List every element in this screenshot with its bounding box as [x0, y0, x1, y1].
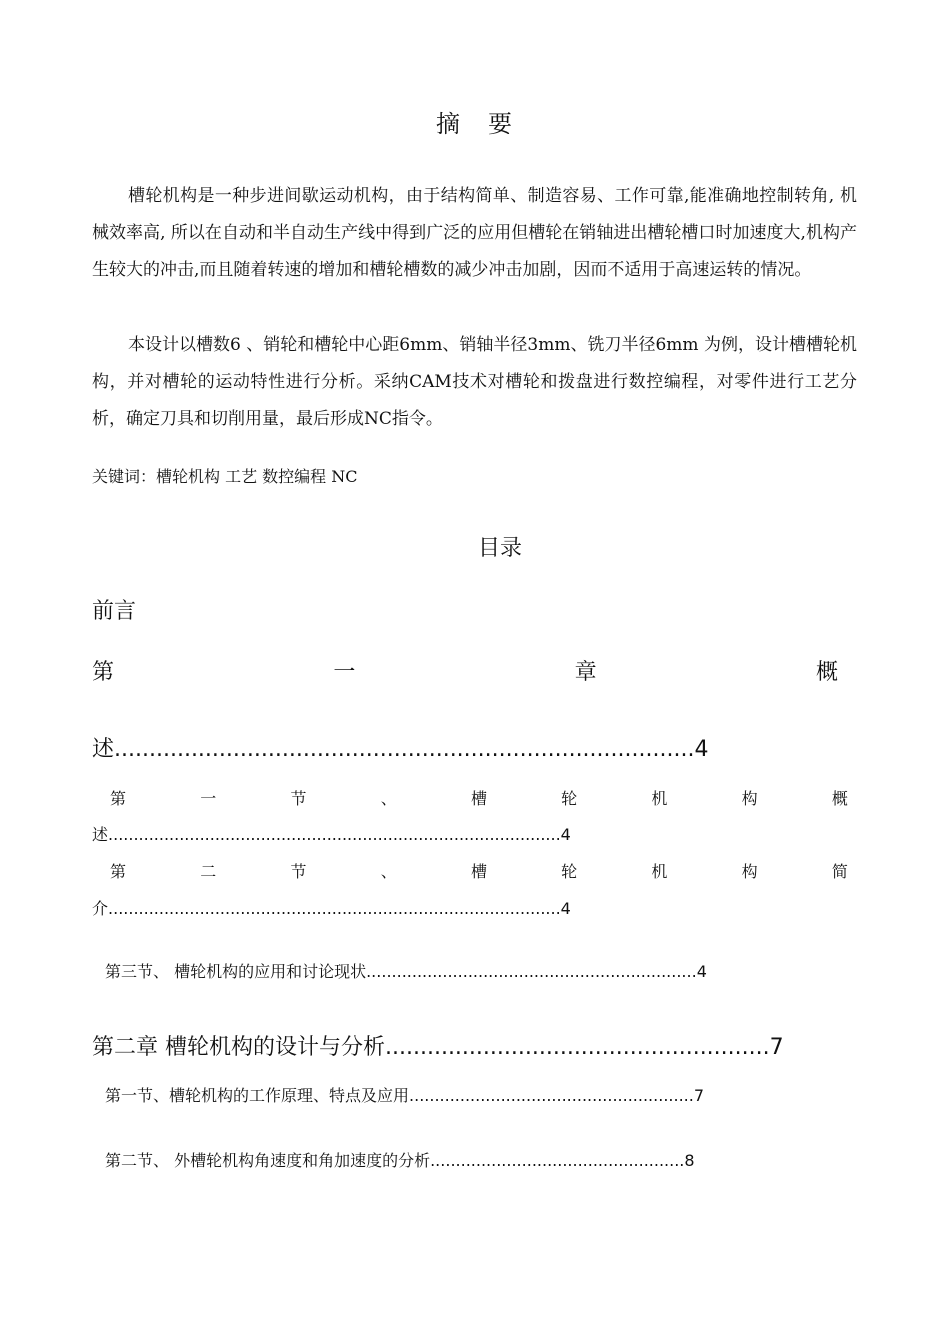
- toc-section-1-3[interactable]: [105, 959, 707, 982]
- toc-word: 章: [574, 660, 597, 685]
- toc-chapter-2[interactable]: [92, 1030, 784, 1061]
- toc-entry-label: 第三节、 槽轮机构的应用和讨论现状: [105, 962, 367, 981]
- toc-word: 槽: [470, 862, 487, 881]
- toc-leader-dots: ..................................................: [430, 1151, 685, 1170]
- toc-word: 构: [741, 789, 758, 808]
- toc-section-2-1[interactable]: [105, 1083, 704, 1106]
- toc-section-1-2-continuation[interactable]: [92, 896, 571, 919]
- toc-page-number: 8: [684, 1151, 695, 1170]
- toc-page-number: 7: [769, 1035, 784, 1060]
- toc-word: 构: [741, 862, 758, 881]
- toc-word: 槽: [470, 789, 487, 808]
- toc-chapter-1-heading[interactable]: [92, 655, 838, 686]
- toc-word: 概: [831, 789, 848, 808]
- toc-word: 介: [92, 899, 109, 918]
- toc-leader-dots: .......................................................: [385, 1035, 770, 1060]
- toc-section-2-2[interactable]: [105, 1148, 695, 1171]
- toc-section-1-1[interactable]: [110, 786, 848, 809]
- toc-page-number: 4: [560, 825, 571, 844]
- toc-entry-label: 第二节、 外槽轮机构角速度和角加速度的分析: [105, 1151, 431, 1170]
- toc-page-number: 4: [694, 737, 709, 762]
- toc-word: 机: [651, 862, 668, 881]
- toc-preface[interactable]: 前言: [92, 599, 137, 624]
- toc-leader-dots: .........................................................................................: [108, 825, 561, 844]
- toc-word: 第: [92, 660, 115, 685]
- toc-entry-label: 第二章 槽轮机构的设计与分析: [92, 1035, 385, 1060]
- toc-word: 机: [651, 789, 668, 808]
- toc-word: 节: [290, 862, 307, 881]
- abstract-paragraph-1: 槽轮机构是一种步进间歇运动机构，由于结构简单、制造容易、工作可靠,能准确地控制转角, 机械效率高, 所以在自动和半自动生产线中得到广泛的应用但槽轮在销轴进出槽轮槽口时加速度大,机构产生较大的冲击,而且随着转速的增加和槽轮槽数的减少冲击加剧，因而不适用于高速运转的情况。: [92, 186, 857, 280]
- toc-word: 一: [333, 660, 356, 685]
- toc-leader-dots: .........................................................................................: [108, 899, 561, 918]
- toc-chapter-1-continuation[interactable]: [92, 732, 708, 763]
- toc-title: 目录: [477, 536, 522, 561]
- toc-word: 述: [92, 825, 109, 844]
- toc-word: 二: [200, 862, 217, 881]
- toc-entry-label: 第一节、槽轮机构的工作原理、特点及应用: [105, 1086, 410, 1105]
- toc-leader-dots: ...................................................................................: [114, 737, 695, 762]
- toc-leader-dots: .................................................................: [366, 962, 697, 981]
- toc-word: 、: [380, 789, 397, 808]
- toc-word: 第: [110, 789, 127, 808]
- toc-page-number: 7: [693, 1086, 705, 1105]
- toc-word: 、: [380, 862, 397, 881]
- keywords-line: 关键词：槽轮机构 工艺 数控编程 NC: [92, 467, 358, 486]
- toc-word: 述: [92, 737, 115, 762]
- toc-word: 一: [200, 789, 217, 808]
- toc-word: 概: [815, 660, 838, 685]
- toc-page-number: 4: [560, 899, 571, 918]
- toc-word: 简: [831, 862, 848, 881]
- toc-word: 轮: [561, 789, 578, 808]
- toc-word: 第: [110, 862, 127, 881]
- toc-word: 轮: [561, 862, 578, 881]
- toc-word: 节: [290, 789, 307, 808]
- abstract-title: 摘 要: [436, 110, 514, 138]
- toc-leader-dots: ........................................................: [409, 1086, 694, 1105]
- toc-page-number: 4: [696, 962, 707, 981]
- abstract-paragraph-2: 本设计以槽数6 、销轮和槽轮中心距6mm、销轴半径3mm、铣刀半径6mm 为例，设计槽槽轮机构，并对槽轮的运动特性进行分析。采纳CAM技术对槽轮和拨盘进行数控编程，对零件进行工艺分析，确定刀具和切削用量，最后形成NC指令。: [92, 335, 857, 429]
- toc-section-1-2[interactable]: [110, 859, 848, 882]
- toc-section-1-1-continuation[interactable]: [92, 822, 571, 845]
